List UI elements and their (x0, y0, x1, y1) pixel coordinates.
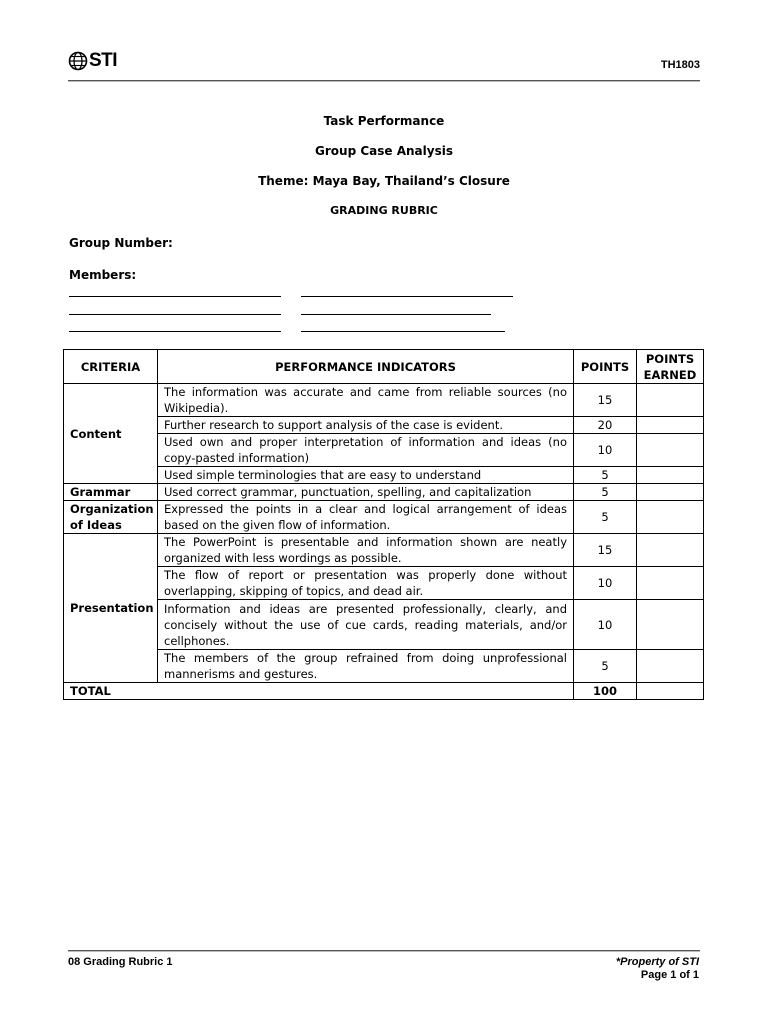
title-task: Task Performance (323, 114, 445, 128)
points-earned-cell[interactable] (637, 384, 704, 417)
points-value: 10 (574, 434, 637, 467)
table-header-row (64, 350, 704, 384)
points-value: 15 (574, 384, 637, 417)
indicator: Further research to support analysis of the case is evident. (158, 417, 574, 434)
property-note: *Property of STI (615, 956, 699, 968)
indicator: Expressed the points in a clear and logical arrangement of ideas based on the given flow of information. (158, 501, 574, 534)
members-label: Members: (69, 268, 137, 282)
member-line[interactable] (301, 296, 513, 297)
points-earned-cell[interactable] (637, 484, 704, 501)
indicator: The members of the group refrained from doing unprofessional mannerisms and gestures. (158, 650, 574, 683)
points-earned-cell[interactable] (637, 650, 704, 683)
member-line[interactable] (301, 331, 505, 332)
points-earned-header: POINTS EARNED (637, 350, 704, 384)
points-earned-cell[interactable] (637, 467, 704, 484)
points-earned-cell[interactable] (637, 567, 704, 600)
logo-text: STI (89, 50, 118, 71)
member-line[interactable] (69, 296, 281, 297)
page-header (68, 50, 700, 80)
points-value: 20 (574, 417, 637, 434)
criteria-grammar: Grammar (64, 484, 158, 501)
points-value: 5 (574, 484, 637, 501)
member-line[interactable] (69, 314, 281, 315)
globe-icon (68, 51, 88, 71)
points-earned-cell[interactable] (637, 417, 704, 434)
points-value: 15 (574, 534, 637, 567)
sti-logo (68, 51, 117, 71)
header-divider (68, 80, 700, 82)
points-earned-cell[interactable] (637, 600, 704, 650)
points-header: POINTS (574, 350, 637, 384)
criteria-content: Content (64, 384, 158, 484)
total-label: TOTAL (64, 683, 574, 700)
indicator: Used correct grammar, punctuation, spelling, and capitalization (158, 484, 574, 501)
table-row (64, 384, 704, 417)
criteria-organization: Organization of Ideas (64, 501, 158, 534)
criteria-presentation: Presentation (64, 534, 158, 683)
group-number-label: Group Number: (69, 236, 173, 250)
title-analysis: Group Case Analysis (315, 144, 453, 158)
table-row (64, 484, 704, 501)
points-earned-total-cell[interactable] (637, 683, 704, 700)
points-value: 5 (574, 501, 637, 534)
table-row (64, 434, 704, 467)
indicator: Used simple terminologies that are easy to understand (158, 467, 574, 484)
indicator: The flow of report or presentation was properly done without overlapping, skipping of topics, and dead air. (158, 567, 574, 600)
points-value: 5 (574, 650, 637, 683)
points-earned-cell[interactable] (637, 501, 704, 534)
member-line[interactable] (301, 314, 491, 315)
points-value: 10 (574, 600, 637, 650)
points-value: 10 (574, 567, 637, 600)
points-value: 5 (574, 467, 637, 484)
total-row (64, 683, 704, 700)
criteria-header: CRITERIA (64, 350, 158, 384)
title-theme: Theme: Maya Bay, Thailand’s Closure (258, 174, 510, 188)
footer-right (616, 956, 699, 982)
table-row (64, 467, 704, 484)
footer-divider (68, 950, 700, 952)
footer-document-name: 08 Grading Rubric 1 (68, 956, 173, 968)
indicator: Information and ideas are presented professionally, clearly, and concisely without the use of cue cards, reading materials, and/or cellphones. (158, 600, 574, 650)
table-row (64, 417, 704, 434)
table-row (64, 600, 704, 650)
indicator: Used own and proper interpretation of information and ideas (no copy-pasted information) (158, 434, 574, 467)
page-number: Page 1 of 1 (640, 969, 699, 981)
document-code: TH1803 (660, 59, 700, 71)
total-points: 100 (574, 683, 637, 700)
member-line[interactable] (69, 331, 281, 332)
table-row (64, 567, 704, 600)
indicator: The PowerPoint is presentable and information shown are neatly organized with less wordings as possible. (158, 534, 574, 567)
table-row (64, 501, 704, 534)
indicators-header: PERFORMANCE INDICATORS (158, 350, 574, 384)
table-row (64, 650, 704, 683)
points-earned-cell[interactable] (637, 534, 704, 567)
indicator: The information was accurate and came from reliable sources (no Wikipedia). (158, 384, 574, 417)
table-row (64, 534, 704, 567)
title-rubric: GRADING RUBRIC (330, 204, 438, 217)
points-earned-cell[interactable] (637, 434, 704, 467)
grading-rubric-table (63, 349, 704, 700)
